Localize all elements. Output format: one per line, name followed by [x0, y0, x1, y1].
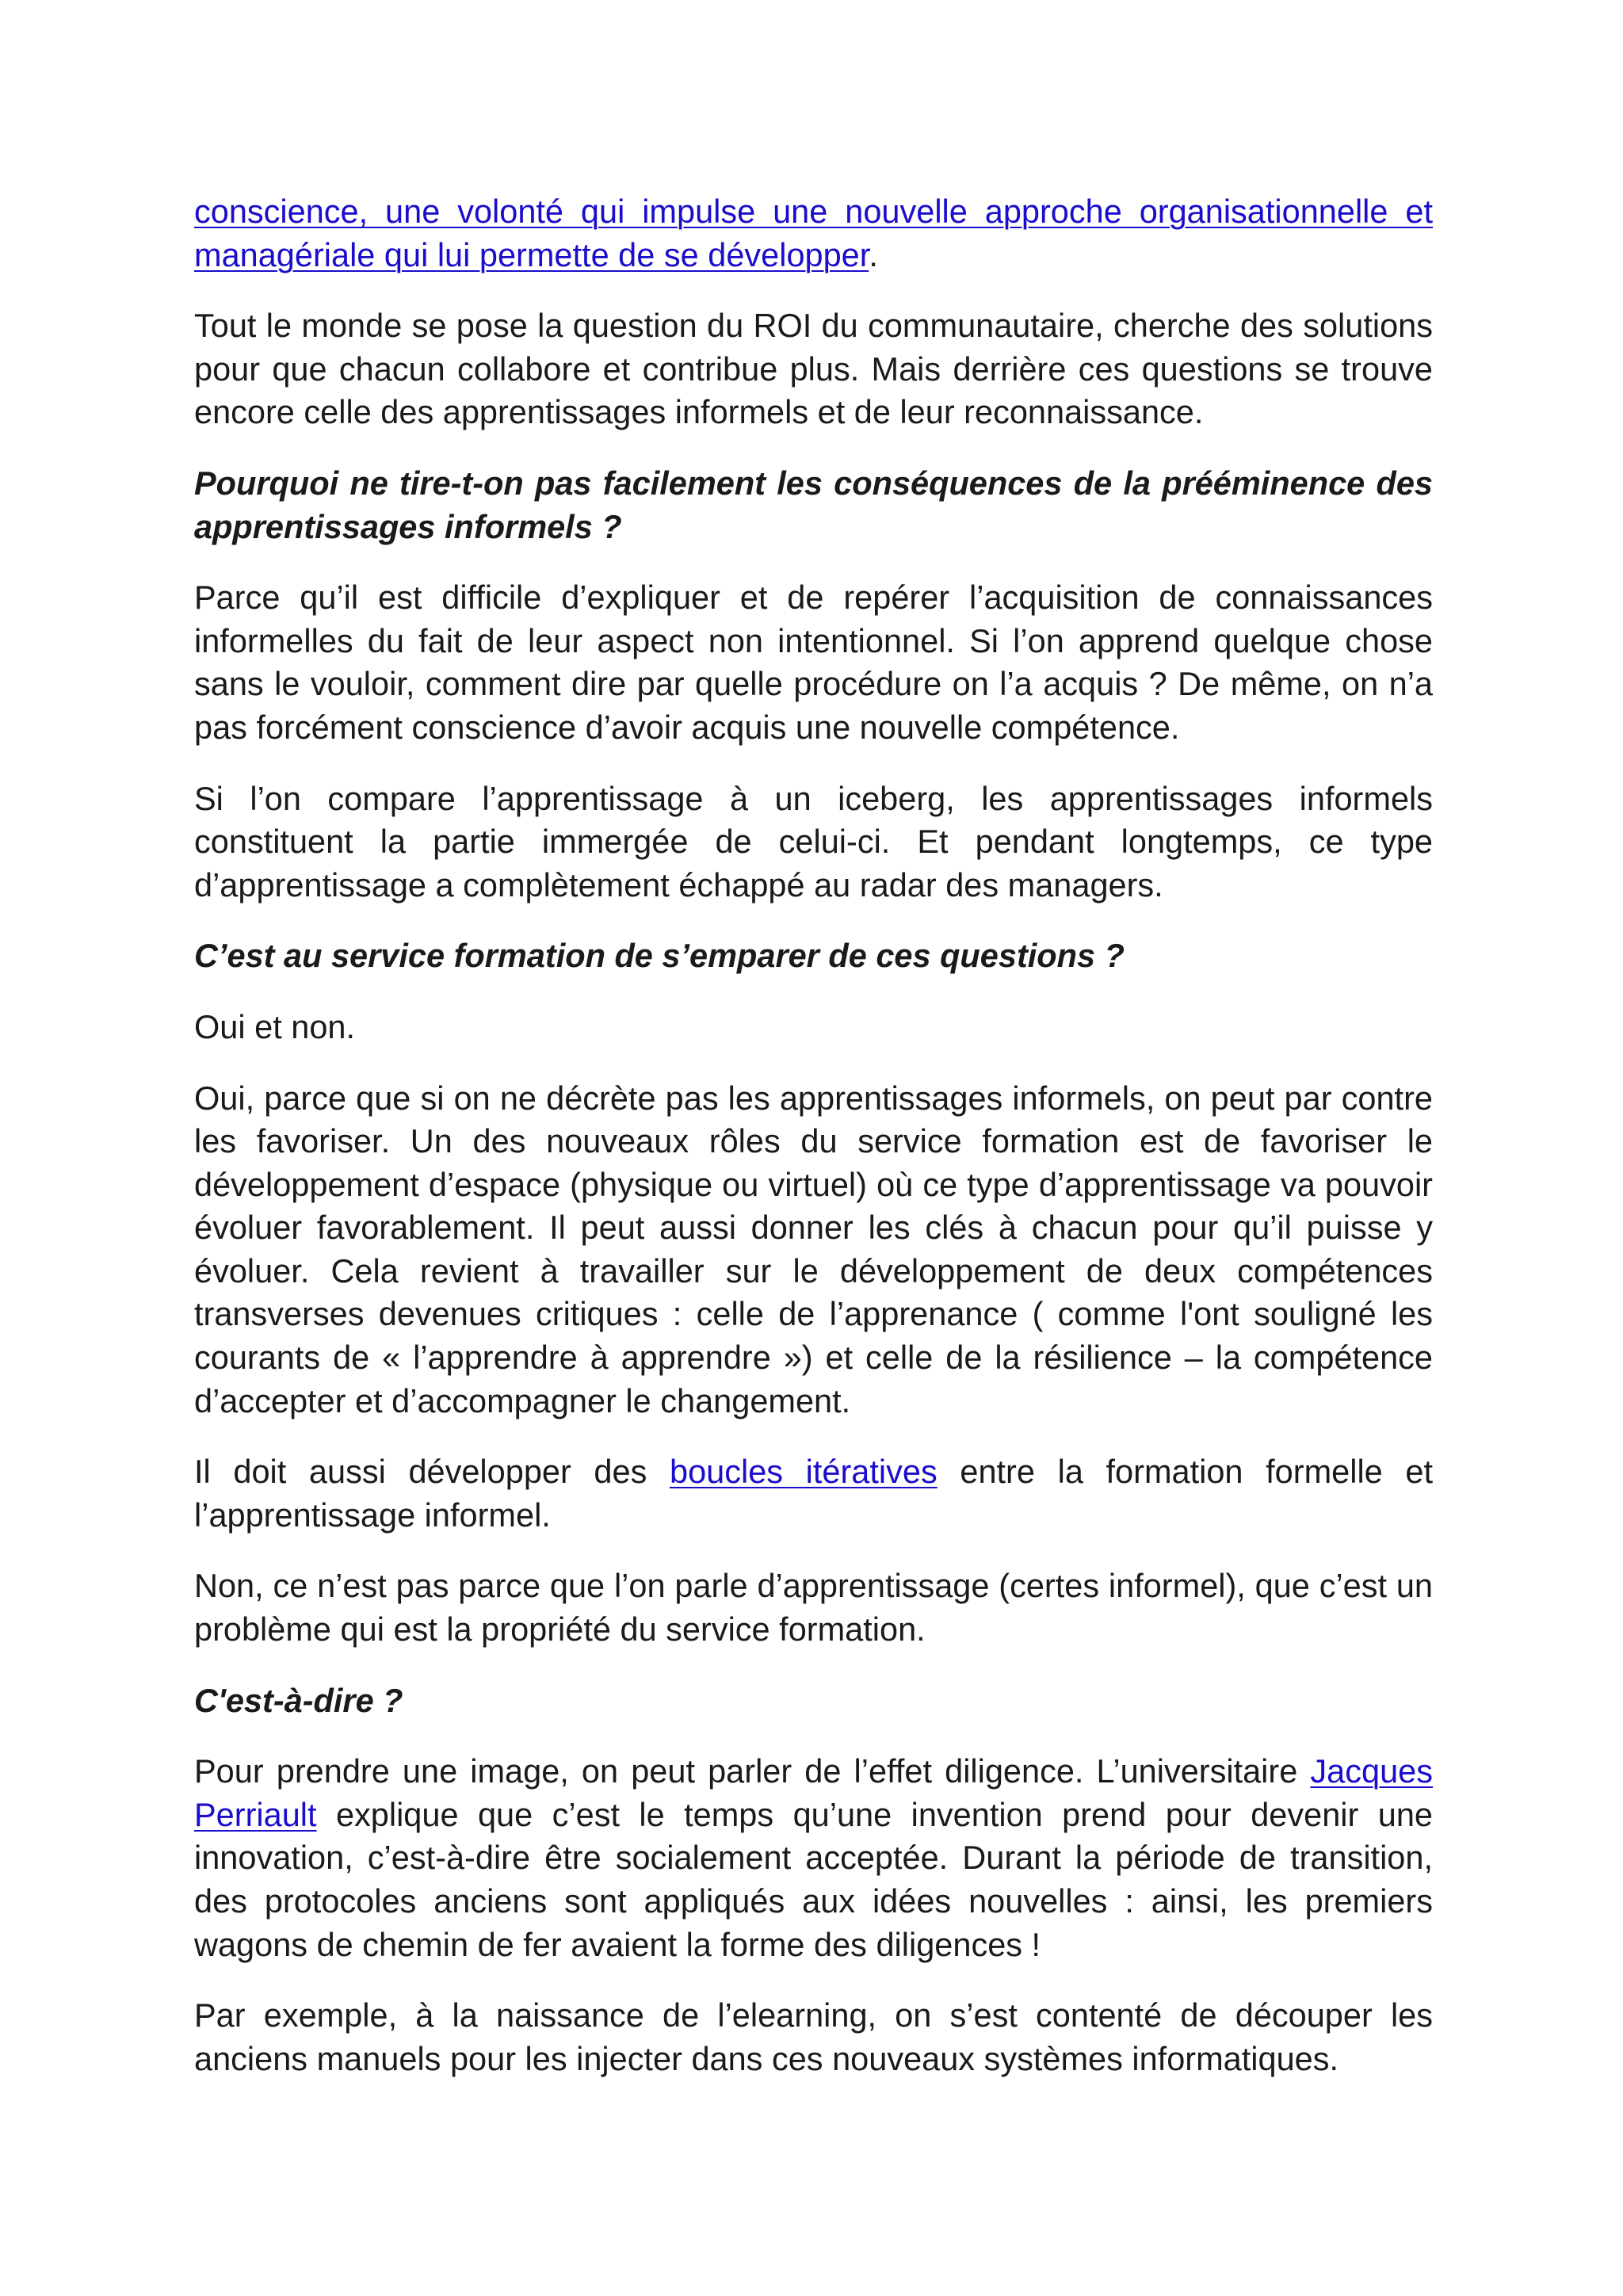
paragraph-oui-et-non: Oui et non. [194, 1007, 356, 1045]
jacques-perriault-link[interactable]: Jacques Perriault [194, 1752, 1433, 1833]
conscience-link[interactable]: conscience, une volonté qui impulse une nouvelle approche organisationnelle et managériale qui lui permette de se développer [194, 193, 1433, 273]
text-after-link: explique que c’est le temps qu’une invention prend pour devenir une innovation, c’est-à-dire être socialement acceptée. Durant la période de transition, des protocoles anciens sont appliqués aux idées nouvelles : ainsi, les premiers wagons de chemin de fer avaient la forme des diligences ! [194, 1795, 1433, 1963]
paragraph-roi: Tout le monde se pose la question du ROI du communautaire, cherche des solutions pour que chacun collabore et contribue plus. Mais derrière ces questions se trouve encore celle des apprentissages informels et de leur reconnaissance. [194, 307, 1433, 431]
paragraph-iceberg: Si l’on compare l’apprentissage à un iceberg, les apprentissages informels constituent la partie immergée de celui-ci. Et pendant longtemps, ce type d’apprentissage a complètement échappé au radar des managers. [194, 779, 1433, 904]
paragraph-intro-continuation [194, 190, 1433, 277]
question-preeminence: Pourquoi ne tire-t-on pas facilement les conséquences de la prééminence des apprentissages informels ? [194, 464, 1433, 545]
paragraph-oui-parce-que: Oui, parce que si on ne décrète pas les apprentissages informels, on peut par contre les favoriser. Un des nouveaux rôles du service formation est de favoriser le développement d’espace (physique ou virtuel) où ce type d’apprentissage va pouvoir évoluer favorablement. Il peut aussi donner les clés à chacun pour qu’il puisse y évoluer. Cela revient à travailler sur le développement de deux compétences transverses devenues critiques : celle de l’apprenance ( comme l'ont souligné les courants de « l’apprendre à apprendre ») et celle de la résilience – la compétence d’accepter et d’accompagner le changement. [194, 1079, 1433, 1419]
paragraph-non: Non, ce n’est pas parce que l’on parle d’apprentissage (certes informel), que c’est un problème qui est la propriété du service formation. [194, 1567, 1433, 1648]
paragraph-elearning: Par exemple, à la naissance de l’elearning, on s’est contenté de découper les anciens manuels pour les injecter dans ces nouveaux systèmes informatiques. [194, 1996, 1433, 2077]
question-c-est-a-dire: C'est-à-dire ? [194, 1681, 403, 1719]
text-before-link: Il doit aussi développer des [194, 1453, 670, 1491]
boucles-iteratives-link[interactable]: boucles itératives [669, 1453, 938, 1491]
question-service-formation: C’est au service formation de s’emparer de ces questions ? [194, 937, 1125, 975]
document-page [194, 190, 1433, 2108]
text-after-link: entre la formation formelle et l’apprentissage informel. [194, 1453, 1433, 1534]
paragraph-tail: . [869, 235, 878, 273]
paragraph-boucles [194, 1450, 1433, 1537]
paragraph-difficulty: Parce qu’il est difficile d’expliquer et de repérer l’acquisition de connaissances informelles du fait de leur aspect non intentionnel. Si l’on apprend quelque chose sans le vouloir, comment dire par quelle procédure on l’a acquis ? De même, on n’a pas forcément conscience d’avoir acquis une nouvelle compétence. [194, 579, 1433, 746]
paragraph-effet-diligence [194, 1750, 1433, 1966]
text-before-link: Pour prendre une image, on peut parler de l’effet diligence. L’universitaire [194, 1752, 1311, 1790]
